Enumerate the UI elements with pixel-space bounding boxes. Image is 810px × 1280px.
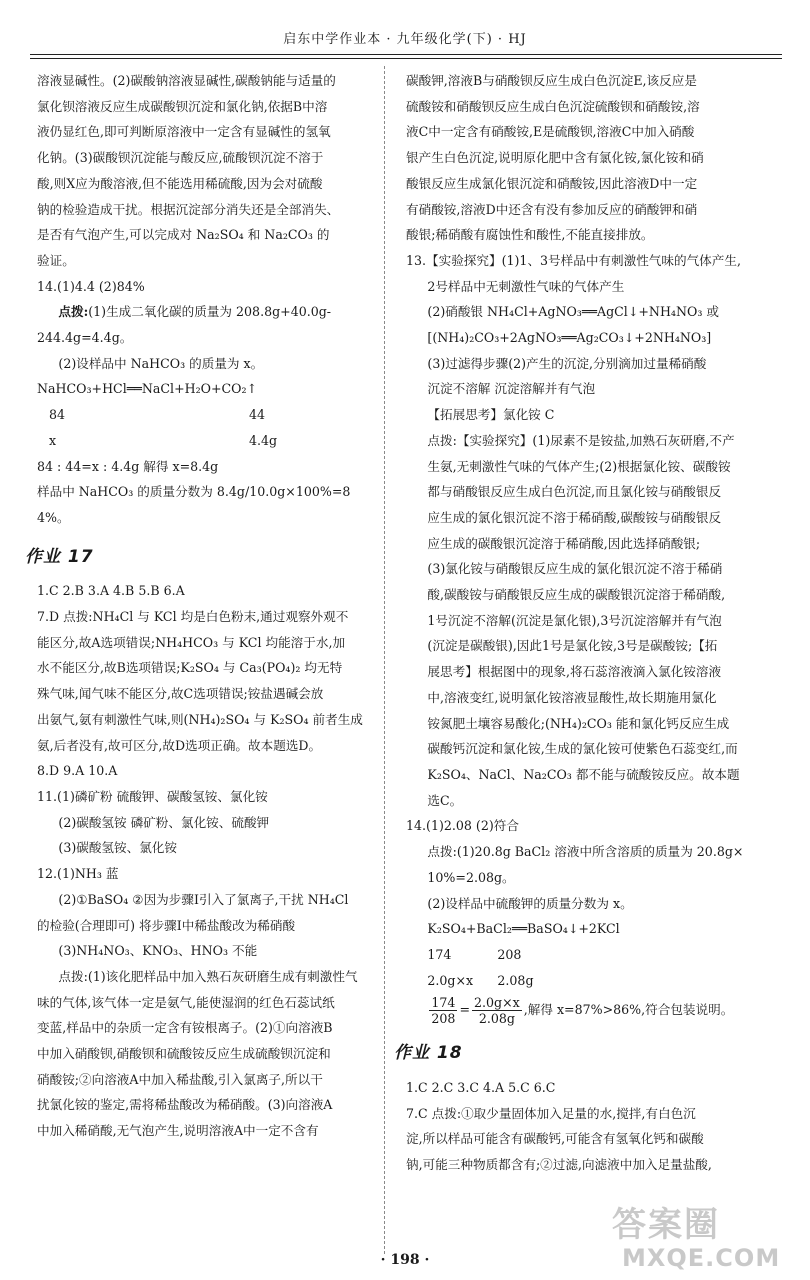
section-title: 作业 17	[25, 546, 94, 567]
text-line: 变蓝,样品中的杂质一定含有铵根离子。(2)①向溶液B	[37, 1020, 333, 1036]
text-line: 中,溶液变红,说明氯化铵溶液显酸性,故长期施用氯化	[427, 689, 717, 705]
text-line: (2)硝酸银 NH₄Cl+AgNO₃══AgCl↓+NH₄NO₃ 或	[427, 304, 719, 320]
mass-value: 84	[49, 407, 66, 423]
text-line: K₂SO₄、NaCl、Na₂CO₃ 都不能与硫酸铵反应。故本题选C。	[427, 766, 740, 808]
page-number: · 198 ·	[380, 1252, 430, 1268]
page-header: 启东中学作业本 · 九年级化学(下) · HJ	[283, 32, 527, 47]
fraction-denominator: 2.08g	[478, 1011, 515, 1027]
answer-line: 1.C 2.C 3.C 4.A 5.C 6.C	[406, 1080, 556, 1096]
fraction-denominator: 208	[431, 1011, 456, 1027]
tip-line: (2)设样品中硫酸钾的质量分数为 x。	[427, 895, 633, 911]
text-line: 验证。	[37, 252, 75, 268]
text-line: 中加入硝酸钡,硝酸钡和硫酸铵反应生成硫酸钡沉淀和	[37, 1046, 331, 1062]
text-line: (沉淀是碳酸银),因此1号是氯化铵,3号是碳酸铵;【拓	[427, 638, 718, 654]
answer-line: 8.D 9.A 10.A	[37, 763, 118, 779]
text-line: 碳酸钾,溶液B与硝酸钡反应生成白色沉淀E,该反应是	[406, 73, 697, 88]
watermark-url: MXQE.COM	[622, 1244, 781, 1272]
right-column	[394, 68, 751, 1178]
text-line: 硫酸铵和硝酸钡反应生成白色沉淀硫酸钡和硝酸铵,溶	[406, 98, 700, 114]
text-line: 能区分,故A选项错误;NH₄HCO₃ 与 KCl 均能溶于水,加	[37, 634, 346, 650]
text-line: 应生成的碳酸银沉淀溶于稀硝酸,因此选择硝酸银;	[427, 535, 701, 551]
mass-row	[406, 968, 751, 994]
text-line: (3)NH₄NO₃、KNO₃、HNO₃ 不能	[58, 943, 258, 959]
mass-value: 4.4g	[249, 432, 278, 448]
site-watermark	[612, 1205, 792, 1275]
text-line: 7.D 点拨:NH₄Cl 与 KCl 均是白色粉末,通过观察外观不	[37, 609, 349, 625]
text-line: 11.(1)磷矿粉 硫酸钾、碳酸氢铵、氯化铵	[37, 788, 268, 804]
tip-line: (2)设样品中 NaHCO₃ 的质量为 x。	[58, 355, 264, 371]
text-line: 钠,可能三种物质都含有;②过滤,向滤液中加入足量盐酸,	[406, 1157, 712, 1173]
result-line: 样品中 NaHCO₃ 的质量分数为 8.4g/10.0g×100%=84%。	[37, 484, 351, 525]
text-line: 1号沉淀不溶解(沉淀是氯化银),3号沉淀溶解并有气泡	[427, 612, 722, 628]
text-line: 的检验(合理即可) 将步骤Ⅰ中稀盐酸改为稀硝酸	[37, 917, 296, 933]
mass-value: x	[49, 432, 57, 448]
text-line: 扰氯化铵的鉴定,需将稀盐酸改为稀硝酸。(3)向溶液A	[37, 1097, 333, 1113]
text-line: 氯化钡溶液反应生成碳酸钡沉淀和氯化钠,依据B中溶	[37, 98, 328, 114]
text-line: 味的气体,该气体一定是氨气,能使湿润的红色石蕊试纸	[37, 994, 335, 1010]
text-line: 液仍显红色,即可判断原溶液中一定含有显碱性的氢氧	[37, 124, 331, 140]
answer-14: 14.(1)4.4 (2)84%	[37, 278, 145, 294]
tip-line	[37, 299, 382, 325]
fraction-numerator: 174	[431, 995, 456, 1011]
section-title: 作业 18	[394, 1043, 463, 1064]
ratio-line: 84 : 44=x : 4.4g 解得 x=8.4g	[37, 458, 219, 474]
tip-line: 244.4g=4.4g。	[37, 330, 133, 346]
text-line: 酸银反应生成氯化银沉淀和硝酸铵,因此溶液D中一定	[406, 175, 698, 191]
answer-14: 14.(1)2.08 (2)符合	[406, 818, 519, 834]
left-column	[25, 68, 382, 1144]
mass-row	[37, 402, 382, 428]
text-line: 有硝酸铵,溶液D中还含有没有参加反应的硝酸钾和硝	[406, 201, 698, 217]
text-line: 中加入稀硝酸,无气泡产生,说明溶液A中一定不含有	[37, 1123, 319, 1139]
text-line: 银产生白色沉淀,说明原化肥中含有氯化铵,氯化铵和硝	[406, 150, 704, 166]
answer-line: 1.C 2.B 3.A 4.B 5.B 6.A	[37, 583, 185, 599]
text-line: 点拨:(1)该化肥样品中加入熟石灰研磨生成有刺激性气	[58, 968, 358, 984]
text-line: 化钠。(3)碳酸钡沉淀能与酸反应,硫酸钡沉淀不溶于	[37, 150, 324, 166]
text-line: 生氨,无刺激性气味的气体产生;(2)根据氯化铵、碳酸铵	[427, 458, 731, 474]
solve-text: ,解得 x=87%>86%,符合包装说明。	[523, 1002, 734, 1018]
text-line: 酸银;稀硝酸有腐蚀性和酸性,不能直接排放。	[406, 227, 654, 243]
tip-line: 点拨:(1)20.8g BaCl₂ 溶液中所含溶质的质量为 20.8g×	[427, 844, 744, 860]
text-line: 酸,则X应为酸溶液,但不能选用稀硫酸,因为会对硫酸	[37, 175, 323, 191]
tip-line: 10%=2.08g。	[427, 869, 515, 885]
tip-text: (1)生成二氧化碳的质量为 208.8g+40.0g-	[88, 304, 332, 320]
watermark-logo-text: 答案圈	[612, 1205, 720, 1245]
chemical-equation: K₂SO₄+BaCl₂══BaSO₄↓+2KCl	[427, 921, 620, 937]
mass-row	[37, 428, 382, 454]
mass-value: 2.08g	[497, 972, 534, 988]
column-divider	[384, 66, 385, 1254]
text-line: 点拨:【实验探究】(1)尿素不是铵盐,加熟石灰研磨,不产	[427, 432, 735, 448]
text-line: 淀,所以样品可能含有碳酸钙,可能含有氢氧化钙和碳酸	[406, 1131, 704, 1147]
text-line: 2号样品中无刺激性气味的气体产生	[427, 278, 625, 294]
mass-value: 208	[497, 946, 522, 962]
text-line: 钠的检验造成干扰。根据沉淀部分消失还是全部消失、	[37, 201, 340, 217]
text-line: 液C中一定含有硝酸铵,E是硫酸钡,溶液C中加入硝酸	[406, 124, 695, 140]
text-line: 水不能区分,故B选项错误;K₂SO₄ 与 Ca₃(PO₄)₂ 均无特	[37, 660, 343, 676]
text-line: 都与硝酸银反应生成白色沉淀,而且氯化铵与硝酸银反	[427, 484, 722, 500]
text-line: 碳酸钙沉淀和氯化铵,生成的氯化铵可使紫色石蕊变红,而	[427, 741, 738, 757]
text-line: 是否有气泡产生,可以完成对 Na₂SO₄ 和 Na₂CO₃ 的	[37, 227, 330, 243]
text-line: 硝酸铵;②向溶液A中加入稀盐酸,引入氯离子,所以干	[37, 1071, 323, 1087]
text-line: 出氨气,氨有刺激性气味,则(NH₄)₂SO₄ 与 K₂SO₄ 前者生成	[37, 711, 363, 727]
mass-value: 174	[427, 946, 452, 962]
header-rule	[30, 54, 782, 59]
text-line: 7.C 点拨:①取少量固体加入足量的水,搅拌,有白色沉	[406, 1105, 696, 1121]
text-line: (3)过滤得步骤(2)产生的沉淀,分别滴加过量稀硝酸	[427, 355, 707, 371]
text-line: 酸,碳酸铵与硝酸银反应生成的碳酸银沉淀溶于稀硝酸,	[427, 587, 726, 603]
text-line: [(NH₄)₂CO₃+2AgNO₃══Ag₂CO₃↓+2NH₄NO₃]	[427, 330, 712, 346]
tip-label: 点拨:	[58, 304, 89, 320]
text-line: 展思考】根据图中的现象,将石蕊溶液滴入氯化铵溶液	[427, 664, 722, 680]
text-line: 【拓展思考】氯化铵 C	[427, 407, 555, 423]
text-line: (2)①BaSO₄ ②因为步骤Ⅰ引入了氯离子,干扰 NH₄Cl	[58, 891, 349, 907]
text-line: (3)氯化铵与硝酸银反应生成的氯化银沉淀不溶于稀硝	[427, 561, 723, 577]
fraction-equation: $\frac{174}{208}$ = $\frac{2.0g\times x}{2.08g}$ ,解得 x=87%>86%,符合包装说明。	[431, 995, 734, 1027]
mass-row	[406, 942, 751, 968]
text-line: 溶液显碱性。(2)碳酸钠溶液显碱性,碳酸钠能与适量的	[37, 73, 336, 88]
fraction	[472, 995, 522, 1026]
chemical-equation: NaHCO₃+HCl══NaCl+H₂O+CO₂↑	[37, 381, 258, 397]
mass-value: 44	[249, 407, 266, 423]
text-line: 应生成的氯化银沉淀不溶于稀硝酸,碳酸铵与硝酸银反	[427, 509, 722, 525]
text-line: 沉淀不溶解 沉淀溶解并有气泡	[427, 381, 596, 397]
text-line: 氨,后者没有,故可区分,故D选项正确。故本题选D。	[37, 737, 322, 753]
text-line: 殊气味,闻气味不能区分,故C选项错误;铵盐遇碱会放	[37, 686, 324, 702]
text-line: (3)碳酸氢铵、氯化铵	[58, 840, 177, 856]
text-line: 13.【实验探究】(1)1、3号样品中有刺激性气味的气体产生,	[406, 252, 741, 268]
mass-value: 2.0g×x	[427, 972, 474, 988]
text-line: 铵氮肥土壤容易酸化;(NH₄)₂CO₃ 能和氯化钙反应生成	[427, 715, 730, 731]
fraction-numerator: 2.0g×x	[474, 995, 520, 1011]
fraction	[429, 995, 457, 1026]
text-line: (2)碳酸氢铵 磷矿粉、氯化铵、硫酸钾	[58, 814, 270, 830]
text-line: 12.(1)NH₃ 蓝	[37, 866, 119, 882]
